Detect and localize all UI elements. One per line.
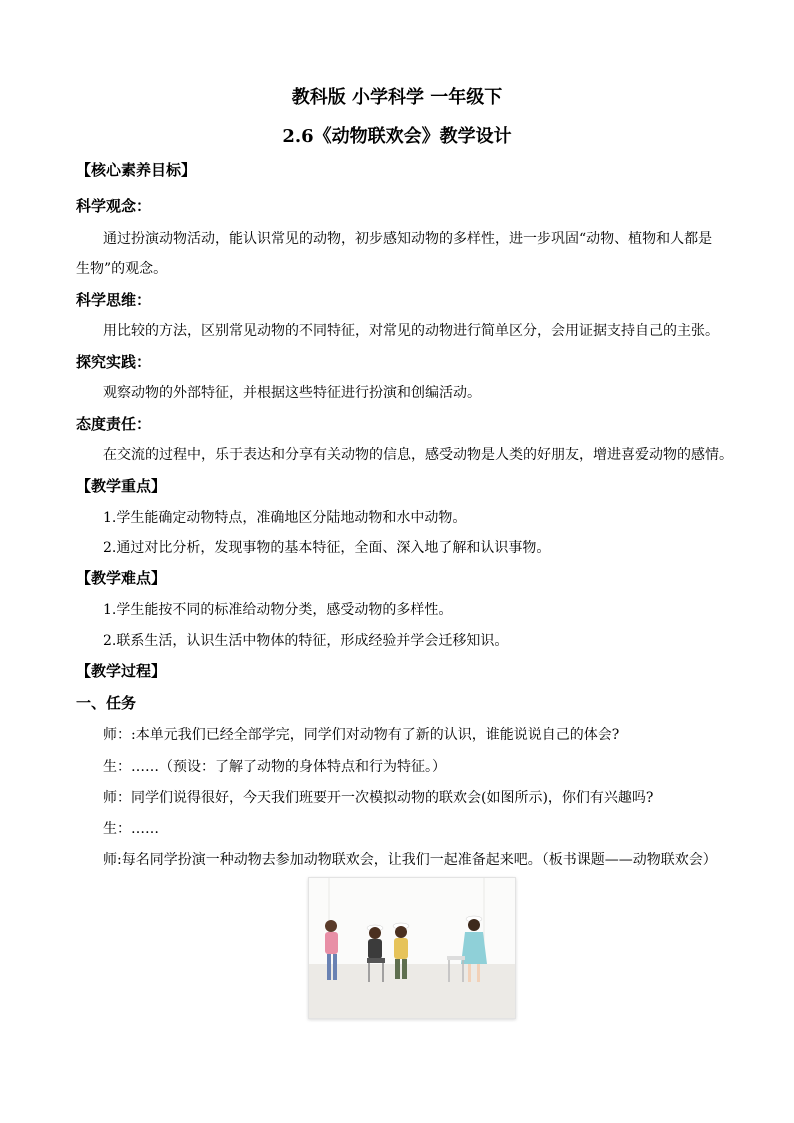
key-point-item: 1.学生能确定动物特点，准确地区分陆地动物和水中动物。 <box>103 510 467 526</box>
key-points-heading: 【教学重点】 <box>76 477 167 495</box>
document-title: 教科版 小学科学 一年级下 <box>291 87 503 108</box>
difficult-point-item: 2.联系生活，认识生活中物体的特征，形成经验并学会迁移知识。 <box>103 633 509 649</box>
lesson-title: 2.6《动物联欢会》教学设计 <box>282 126 512 147</box>
dialogue-line: 生：…… <box>103 821 159 837</box>
dialogue-line: 师：同学们说得很好，今天我们班要开一次模拟动物的联欢会(如图所示)，你们有兴趣吗? <box>103 790 654 806</box>
dialogue-line: 师：:本单元我们已经全部学完，同学们对动物有了新的认识，谁能说说自己的体会? <box>103 727 620 743</box>
classroom-photo-illustration <box>309 878 515 1018</box>
dialogue-line: 师:每名同学扮演一种动物去参加动物联欢会，让我们一起准备起来吧。（板书课题——动物联欢会） <box>103 852 717 868</box>
science-concept-label: 科学观念： <box>76 197 152 215</box>
attitude-text: 在交流的过程中，乐于表达和分享有关动物的信息，感受动物是人类的好朋友，增进喜爱动物的感情。 <box>103 447 733 463</box>
science-concept-text-1: 通过扮演动物活动，能认识常见的动物，初步感知动物的多样性，进一步巩固“动物、植物和人都是 <box>103 231 713 247</box>
core-goals-heading: 【核心素养目标】 <box>76 161 197 179</box>
attitude-label: 态度责任： <box>76 415 152 433</box>
science-thinking-text: 用比较的方法，区别常见动物的不同特征，对常见的动物进行简单区分，会用证据支持自己的主张。 <box>103 323 719 339</box>
process-heading: 【教学过程】 <box>76 662 167 680</box>
difficult-point-item: 1.学生能按不同的标准给动物分类，感受动物的多样性。 <box>103 602 453 618</box>
difficult-points-heading: 【教学难点】 <box>76 569 167 587</box>
science-thinking-label: 科学思维： <box>76 291 152 309</box>
inquiry-practice-text: 观察动物的外部特征，并根据这些特征进行扮演和创编活动。 <box>103 385 481 401</box>
dialogue-line: 生：……（预设：了解了动物的身体特点和行为特征。） <box>103 759 446 775</box>
section-task-heading: 一、任务 <box>76 694 137 712</box>
key-point-item: 2.通过对比分析，发现事物的基本特征，全面、深入地了解和认识事物。 <box>103 540 551 556</box>
inquiry-practice-label: 探究实践： <box>76 353 152 371</box>
classroom-photo <box>308 877 516 1019</box>
science-concept-text-2: 生物”的观念。 <box>76 261 168 277</box>
